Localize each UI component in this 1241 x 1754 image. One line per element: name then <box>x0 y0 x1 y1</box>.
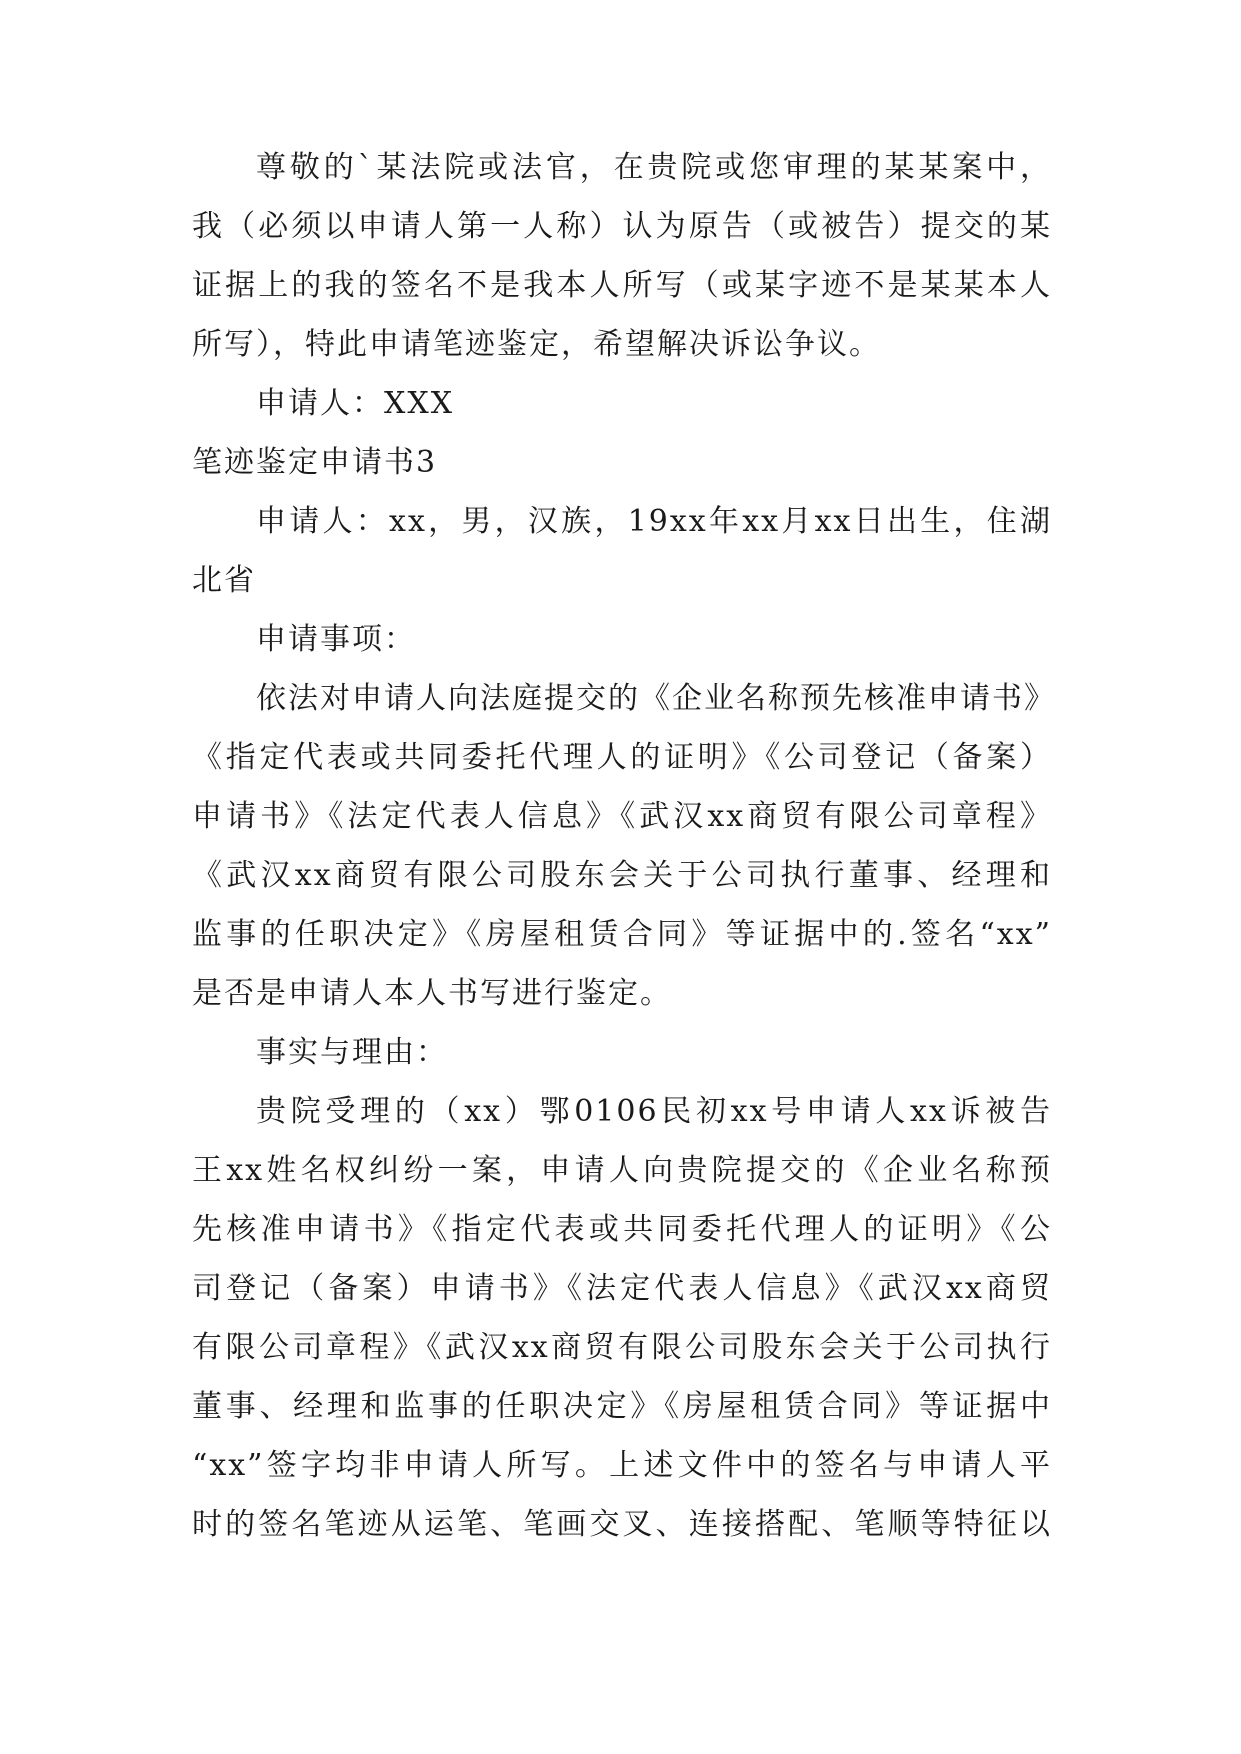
paragraph-line: 司登记（备案）申请书》《法定代表人信息》《武汉xx商贸 <box>192 1271 1052 1306</box>
paragraph-line: 是否是申请人本人书写进行鉴定。 <box>192 976 672 1011</box>
paragraph-line: 北省 <box>192 563 256 598</box>
paragraph-line: 我（必须以申请人第一人称）认为原告（或被告）提交的某 <box>192 209 1052 244</box>
applicant-signature-line: 申请人：XXX <box>256 386 455 421</box>
paragraph-line: 有限公司章程》《武汉xx商贸有限公司股东会关于公司执行 <box>192 1330 1052 1365</box>
subsection-heading: 事实与理由： <box>256 1035 448 1070</box>
paragraph-line: 《指定代表或共同委托代理人的证明》《公司登记（备案） <box>192 740 1052 775</box>
paragraph-line: 监事的任职决定》《房屋租赁合同》等证据中的.签名“xx” <box>192 917 1052 952</box>
paragraph-line: 尊敬的`某法院或法官，在贵院或您审理的某某案中， <box>256 150 1052 185</box>
paragraph-line: 依法对申请人向法庭提交的《企业名称预先核准申请书》 <box>256 681 1056 716</box>
paragraph-line: 贵院受理的（xx）鄂0106民初xx号申请人xx诉被告 <box>256 1094 1052 1129</box>
subsection-heading: 申请事项： <box>256 622 416 657</box>
section-heading: 笔迹鉴定申请书3 <box>192 445 438 480</box>
paragraph-line: 所写），特此申请笔迹鉴定，希望解决诉讼争议。 <box>192 327 881 362</box>
paragraph-line: 董事、经理和监事的任职决定》《房屋租赁合同》等证据中 <box>192 1389 1052 1424</box>
paragraph-line: 申请书》《法定代表人信息》《武汉xx商贸有限公司章程》 <box>192 799 1052 834</box>
paragraph-line: 证据上的我的签名不是我本人所写（或某字迹不是某某本人 <box>192 268 1052 303</box>
paragraph-line: “xx”签字均非申请人所写。上述文件中的签名与申请人平 <box>192 1448 1052 1483</box>
paragraph-line: 先核准申请书》《指定代表或共同委托代理人的证明》《公 <box>192 1212 1052 1247</box>
paragraph-line: 《武汉xx商贸有限公司股东会关于公司执行董事、经理和 <box>192 858 1052 893</box>
paragraph-line: 王xx姓名权纠纷一案，申请人向贵院提交的《企业名称预 <box>192 1153 1052 1188</box>
paragraph-line: 申请人：xx，男，汉族，19xx年xx月xx日出生，住湖 <box>256 504 1052 539</box>
paragraph-line: 时的签名笔迹从运笔、笔画交叉、连接搭配、笔顺等特征以 <box>192 1507 1052 1542</box>
